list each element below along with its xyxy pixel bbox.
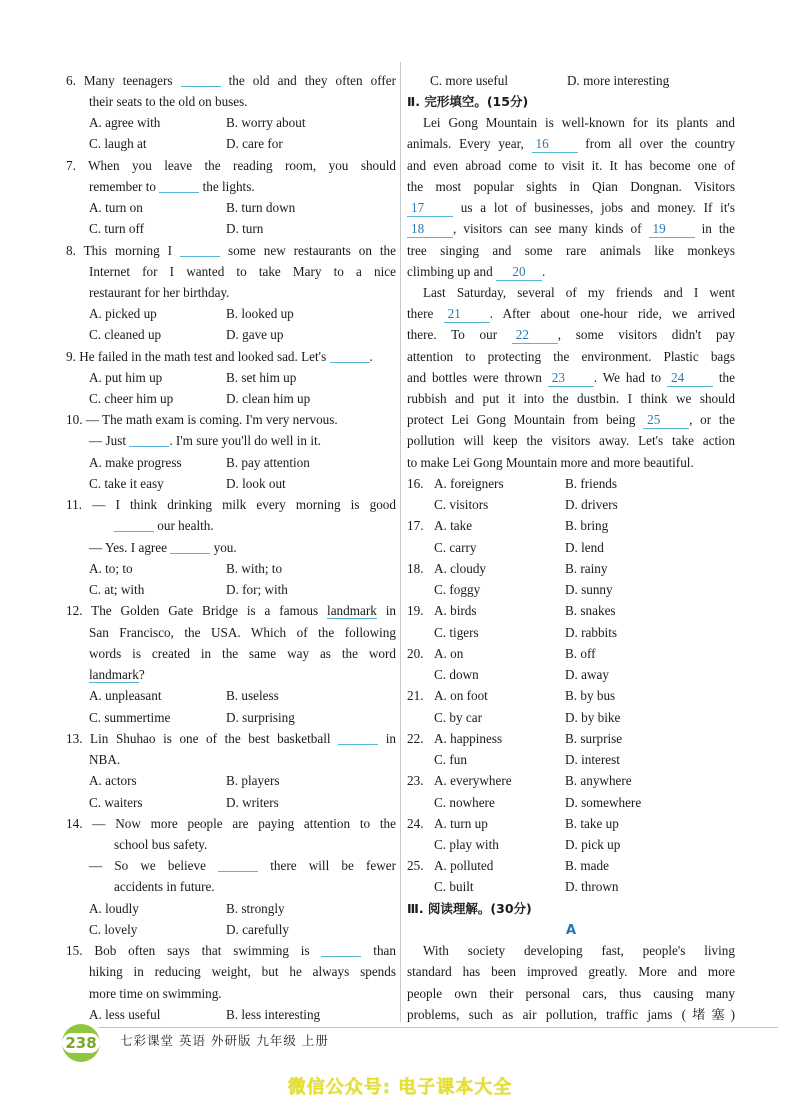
option-a[interactable]: C. turn off (89, 221, 145, 236)
option-right[interactable]: B. made (565, 858, 609, 873)
option-right[interactable]: B. take up (565, 816, 619, 831)
section-title-reading: Ⅲ. 阅读理解。(30分) (407, 901, 532, 916)
option-right[interactable]: D. by bike (565, 710, 621, 725)
cloze-option-row (407, 537, 735, 558)
option-left[interactable]: C. carry (434, 540, 477, 555)
option-right[interactable]: D. lend (565, 540, 604, 555)
option-b[interactable]: D. more interesting (567, 73, 670, 88)
option-left[interactable]: C. foggy (434, 582, 481, 597)
cloze-option-row (407, 707, 735, 728)
watermark: 微信公众号: 电子课本大全 (287, 1077, 513, 1098)
cloze-option-row (407, 664, 735, 685)
answer-blank[interactable] (330, 349, 370, 363)
option-right[interactable]: B. friends (565, 476, 618, 491)
text-line: and even abroad come to visit it. It has become one of (407, 158, 735, 173)
option-a[interactable]: C. waiters (89, 795, 143, 810)
text-line (66, 898, 396, 919)
cloze-option-row (407, 558, 735, 579)
option-left[interactable]: C. down (434, 667, 479, 682)
cloze-option-row (407, 728, 735, 749)
option-b[interactable]: D. writers (226, 795, 279, 810)
text-line: restaurant for her birthday. (89, 285, 230, 300)
text-line: rubbish and put it into the dustbin. I think we should (407, 391, 735, 406)
text-line: there 21 . After about one-hour ride, we arrived (407, 306, 735, 321)
text-line: San Francisco, the USA. Which of the following (89, 625, 396, 640)
text-line: landmark? (89, 667, 145, 682)
cloze-option-row (407, 749, 735, 770)
option-left[interactable]: C. visitors (434, 497, 489, 512)
text-line: pollution will keep the visitors away. Let's take action (407, 433, 735, 448)
option-right[interactable]: B. anywhere (565, 773, 632, 788)
question-number: 16. (407, 476, 424, 491)
text-line (66, 452, 396, 473)
option-a[interactable]: C. laugh at (89, 136, 147, 151)
text-line (66, 579, 396, 600)
option-right[interactable]: B. by bus (565, 688, 616, 703)
option-a[interactable]: A. agree with (89, 115, 161, 130)
underlined-word: landmark (89, 667, 139, 682)
option-right[interactable]: D. drivers (565, 497, 618, 512)
text-line: 15. Bob often says that swimming is than (66, 943, 396, 958)
option-b[interactable]: B. less interesting (226, 1007, 321, 1022)
option-b[interactable]: B. with; to (226, 561, 283, 576)
cloze-blank[interactable]: 20 (496, 264, 542, 281)
option-b[interactable]: B. looked up (226, 306, 294, 321)
text-line: — Just . I'm sure you'll do well in it. (89, 433, 321, 448)
answer-blank[interactable] (338, 731, 378, 745)
book-info: 七彩课堂 英语 外研版 九年级 上册 (120, 1033, 329, 1048)
text-line (66, 133, 396, 154)
option-left[interactable]: A. on (434, 646, 464, 661)
text-line: remember to the lights. (89, 179, 255, 194)
option-a[interactable]: A. picked up (89, 306, 157, 321)
option-left[interactable]: A. turn up (434, 816, 488, 831)
option-left[interactable]: A. cloudy (434, 561, 487, 576)
text-line: — Yes. I agree you. (89, 540, 237, 555)
option-b[interactable]: D. look out (226, 476, 286, 491)
text-line (66, 303, 396, 324)
text-line (66, 324, 396, 345)
option-b[interactable]: D. gave up (226, 327, 284, 342)
text-line: protect Lei Gong Mountain from being 25 , or the (407, 412, 735, 427)
cloze-option-row (407, 622, 735, 643)
text-line: accidents in future. (114, 879, 215, 894)
option-right[interactable]: D. thrown (565, 879, 619, 894)
text-line: 12. The Golden Gate Bridge is a famous landmark in (66, 603, 397, 618)
option-right[interactable]: B. snakes (565, 603, 616, 618)
question-number: 25. (407, 858, 424, 873)
cloze-blank[interactable]: 18 (407, 221, 453, 238)
text-line: 8. This morning I some new restaurants on the (66, 243, 396, 258)
option-b[interactable]: B. useless (226, 688, 279, 703)
text-line (66, 1004, 396, 1025)
text-line: — So we believe there will be fewer (89, 858, 396, 873)
text-line: there. To our 22 , some visitors didn't pay (407, 327, 735, 342)
text-line: Internet for I wanted to take Mary to a nice (89, 264, 396, 279)
reading-line: problems, such as air pollution, traffic jams (堵塞) (407, 1007, 735, 1022)
option-left[interactable]: A. take (434, 518, 473, 533)
option-a[interactable]: C. at; with (89, 582, 145, 597)
option-b[interactable]: B. pay attention (226, 455, 310, 470)
text-line (66, 112, 396, 133)
text-line: the most popular sights in Qian Dongnan. Visitors (407, 179, 735, 194)
option-left[interactable]: A. on foot (434, 688, 488, 703)
text-line: and bottles were thrown 23 . We had to 24 the (407, 370, 735, 385)
text-line: more time on swimming. (89, 986, 222, 1001)
option-left[interactable]: C. by car (434, 710, 482, 725)
question-number: 17. (407, 518, 424, 533)
option-left[interactable]: C. nowhere (434, 795, 495, 810)
text-line (66, 388, 396, 409)
cloze-option-row (407, 600, 735, 621)
answer-blank[interactable] (170, 540, 210, 554)
option-right[interactable]: B. bring (565, 518, 609, 533)
cloze-blank[interactable]: 16 (532, 136, 578, 153)
option-a[interactable]: C. lovely (89, 922, 138, 937)
column-divider (400, 62, 401, 1022)
option-a[interactable]: C. take it easy (89, 476, 164, 491)
option-left[interactable]: C. play with (434, 837, 499, 852)
option-a[interactable]: A. less useful (89, 1007, 161, 1022)
text-line: 17 us a lot of businesses, jobs and money. If it's (407, 197, 735, 218)
option-left[interactable]: C. fun (434, 752, 467, 767)
text-line (66, 473, 396, 494)
page-number: 238 (62, 1033, 99, 1053)
option-left[interactable]: A. everywhere (434, 773, 512, 788)
cloze-option-row (407, 876, 735, 897)
text-line: tree singing and some rare animals like monkeys (407, 243, 735, 258)
text-line: 14. — Now more people are paying attention to the (66, 816, 396, 831)
text-line (66, 919, 396, 940)
option-b[interactable]: D. care for (226, 136, 283, 151)
cloze-option-row (407, 813, 735, 834)
text-line: 7. When you leave the reading room, you should (66, 158, 396, 173)
text-line: Lei Gong Mountain is well-known for its plants and (423, 115, 735, 130)
cloze-option-row (407, 494, 735, 515)
cloze-option-row (407, 579, 735, 600)
option-left[interactable]: C. tigers (434, 625, 479, 640)
option-b[interactable]: B. set him up (226, 370, 297, 385)
text-line: to make Lei Gong Mountain more and more beautiful. (407, 455, 694, 470)
page-number-badge (62, 1024, 100, 1062)
reading-line: standard has been improved greatly. More and more (407, 964, 735, 979)
option-b[interactable]: D. turn (226, 221, 264, 236)
cloze-option-row (407, 473, 735, 494)
option-right[interactable]: D. away (565, 667, 609, 682)
text-line: climbing up and 20 . (407, 264, 546, 279)
option-a[interactable]: A. to; to (89, 561, 133, 576)
option-a[interactable]: A. turn on (89, 200, 143, 215)
question-number: 22. (407, 731, 424, 746)
question-number: 24. (407, 816, 424, 831)
text-line: 13. Lin Shuhao is one of the best basketball in (66, 731, 396, 746)
option-b[interactable]: D. for; with (226, 582, 288, 597)
option-b[interactable]: D. carefully (226, 922, 289, 937)
option-a[interactable]: A. make progress (89, 455, 182, 470)
text-line (66, 197, 396, 218)
cloze-blank[interactable]: 23 (548, 370, 594, 387)
text-line: 11. — I think drinking milk every morning is good (66, 497, 396, 512)
cloze-blank[interactable]: 21 (444, 306, 490, 323)
option-right[interactable]: D. sunny (565, 582, 613, 597)
cloze-blank[interactable]: 24 (667, 370, 713, 387)
text-line: 18 , visitors can see many kinds of 19 in the (407, 218, 735, 239)
answer-blank[interactable] (321, 943, 361, 957)
reading-line: people own their personal cars, thus causing many (407, 986, 735, 1001)
option-a[interactable]: A. put him up (89, 370, 163, 385)
option-right[interactable]: D. pick up (565, 837, 621, 852)
cloze-option-row (407, 685, 735, 706)
text-line (66, 367, 396, 388)
text-line (407, 70, 735, 91)
text-line: Ⅱ. 完形填空。(15分) (407, 94, 529, 109)
option-a[interactable]: A. unpleasant (89, 688, 162, 703)
text-line: NBA. (89, 752, 121, 767)
answer-blank[interactable] (181, 73, 221, 87)
option-b[interactable]: B. turn down (226, 200, 296, 215)
question-number: 20. (407, 646, 424, 661)
option-right[interactable]: B. off (565, 646, 596, 661)
question-number: 19. (407, 603, 424, 618)
option-a[interactable]: C. cheer him up (89, 391, 174, 406)
cloze-option-row (407, 792, 735, 813)
option-right[interactable]: D. interest (565, 752, 620, 767)
text-line: words is created in the same way as the word (89, 646, 396, 661)
text-line: animals. Every year, 16 from all over the country (407, 136, 735, 151)
option-left[interactable]: A. happiness (434, 731, 503, 746)
question-number: 21. (407, 688, 424, 703)
cloze-option-row (407, 643, 735, 664)
option-b[interactable]: D. surprising (226, 710, 295, 725)
cloze-blank[interactable]: 25 (643, 412, 689, 429)
text-line (66, 558, 396, 579)
text-line: Last Saturday, several of my friends and I went (423, 285, 735, 300)
option-left[interactable]: A. foreigners (434, 476, 504, 491)
footer-rule (98, 1027, 778, 1028)
answer-blank[interactable] (114, 518, 154, 532)
answer-blank[interactable] (129, 433, 169, 447)
text-line: hiking in reducing weight, but he always spends (89, 964, 396, 979)
option-a[interactable]: C. summertime (89, 710, 171, 725)
cloze-option-row (407, 834, 735, 855)
text-line (66, 218, 396, 239)
question-number: 23. (407, 773, 424, 788)
option-left[interactable]: A. polluted (434, 858, 494, 873)
option-right[interactable]: B. rainy (565, 561, 608, 576)
text-line: 6. Many teenagers the old and they often offer (66, 73, 397, 88)
underlined-word: landmark (327, 603, 377, 618)
text-line: 9. He failed in the math test and looked sad. Let's . (66, 349, 373, 364)
text-line (66, 792, 396, 813)
cloze-option-row (407, 855, 735, 876)
option-b[interactable]: D. clean him up (226, 391, 311, 406)
option-left[interactable]: A. birds (434, 603, 477, 618)
option-a[interactable]: A. loudly (89, 901, 139, 916)
option-right[interactable]: B. surprise (565, 731, 623, 746)
option-a[interactable]: C. cleaned up (89, 327, 162, 342)
cloze-option-row (407, 770, 735, 791)
passage-letter: A (565, 923, 577, 938)
cloze-blank[interactable]: 22 (512, 327, 558, 344)
option-right[interactable]: D. rabbits (565, 625, 618, 640)
option-b[interactable]: B. strongly (226, 901, 285, 916)
text-line (66, 770, 396, 791)
option-b[interactable]: B. players (226, 773, 280, 788)
option-a[interactable]: A. actors (89, 773, 137, 788)
option-a[interactable]: C. more useful (430, 73, 509, 88)
question-number: 18. (407, 561, 424, 576)
text-line: attention to protecting the environment. Plastic bags (407, 349, 735, 364)
text-line: our health. (66, 515, 396, 536)
text-line (66, 707, 396, 728)
text-line: their seats to the old on buses. (89, 94, 248, 109)
text-line: school bus safety. (114, 837, 208, 852)
option-left[interactable]: C. built (434, 879, 474, 894)
reading-line: With society developing fast, people's living (423, 943, 735, 958)
answer-blank[interactable] (218, 858, 258, 872)
text-line (66, 685, 396, 706)
answer-blank[interactable] (180, 243, 220, 257)
cloze-blank[interactable]: 19 (649, 221, 695, 238)
cloze-option-row (407, 515, 735, 536)
option-right[interactable]: D. somewhere (565, 795, 642, 810)
answer-blank[interactable] (159, 179, 199, 193)
text-line: 10. — The math exam is coming. I'm very nervous. (66, 412, 338, 427)
cloze-blank[interactable]: 17 (407, 200, 453, 217)
option-b[interactable]: B. worry about (226, 115, 306, 130)
